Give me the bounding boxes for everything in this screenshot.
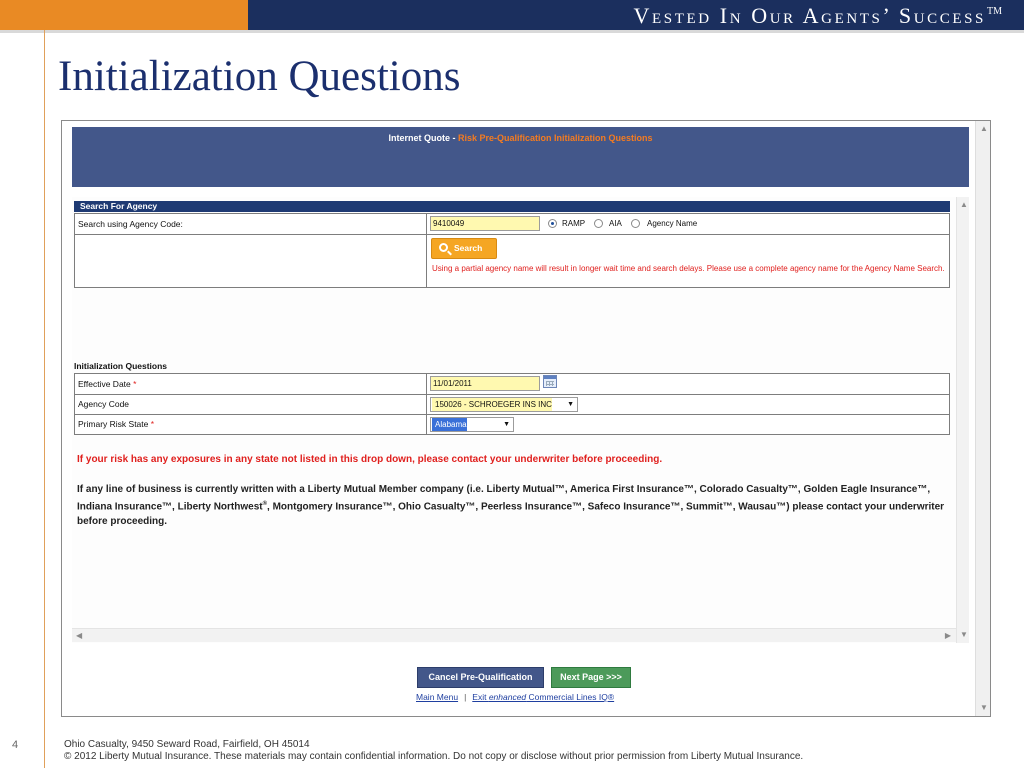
member-company-notice: If any line of business is currently written with a Liberty Mutual Member company (i.e. Liberty Mutual™, America First Insurance™, Colorado Casualty™, Golden Eagle Insurance™, Indiana Insurance™, Liberty Northwest®, Montgomery Insurance™, Ohio Casualty™, Peerless Insurance™, Safeco Insurance™, Summit™, Wausau™) please contact your underwriter before proceeding.	[77, 484, 945, 528]
slide-title: Initialization Questions	[58, 53, 461, 100]
scroll-up-arrow-icon[interactable]: ▲	[980, 124, 988, 133]
effective-date-row: Effective Date * 11/01/2011	[75, 374, 949, 395]
footer-copyright: © 2012 Liberty Mutual Insurance. These materials may contain confidential information. Do not copy or disclose without prior permission from Liberty Mutual Insurance.	[64, 751, 804, 762]
search-icon	[439, 243, 448, 252]
search-button[interactable]: Search	[431, 238, 497, 259]
effective-date-label: Effective Date	[78, 379, 131, 389]
radio-ramp[interactable]	[548, 219, 557, 228]
radio-agency-name[interactable]	[631, 219, 640, 228]
chevron-down-icon: ▼	[503, 421, 510, 428]
cancel-pre-qualification-button[interactable]: Cancel Pre-Qualification	[417, 667, 544, 688]
scroll-left-arrow-icon[interactable]: ◀	[76, 631, 83, 640]
primary-risk-state-label: Primary Risk State	[78, 419, 149, 429]
exit-commercial-lines-link[interactable]: Exit enhanced Commercial Lines IQ®	[472, 692, 615, 702]
scroll-up-arrow-icon[interactable]: ▲	[960, 200, 968, 209]
next-page-button[interactable]: Next Page >>>	[551, 667, 631, 688]
radio-aia[interactable]	[594, 219, 603, 228]
search-action-row	[75, 235, 949, 287]
agency-code-search-input[interactable]: 9410049	[430, 216, 540, 231]
search-warning-text: Using a partial agency name will result in longer wait time and search delays. Please use a complete agency name for the Agency Name Search.	[432, 264, 945, 273]
header-navy-bar	[248, 0, 1024, 30]
radio-aia-label: AIA	[609, 219, 622, 228]
content-vertical-scrollbar[interactable]	[956, 197, 969, 643]
radio-agency-name-label: Agency Name	[647, 219, 698, 228]
content-horizontal-scrollbar[interactable]	[72, 628, 956, 642]
search-code-label: Search using Agency Code:	[75, 214, 427, 234]
initialization-questions-heading: Initialization Questions	[74, 361, 168, 371]
radio-ramp-label: RAMP	[562, 219, 586, 228]
chevron-down-icon: ▼	[567, 401, 574, 408]
header-orange-bar	[0, 0, 248, 30]
app-banner: Internet Quote - Risk Pre-Qualification Initialization Questions	[72, 127, 969, 187]
page-number: 4	[12, 739, 19, 751]
app-window	[61, 120, 991, 717]
calendar-icon[interactable]	[543, 375, 557, 388]
agency-search-table	[74, 213, 950, 288]
tagline: Vested In Our Agents’ Success™	[633, 3, 1002, 28]
primary-risk-state-row: Primary Risk State * Alabama ▼	[75, 415, 949, 434]
content-pane	[72, 197, 969, 643]
header-divider	[0, 30, 1024, 33]
footer-address: Ohio Casualty, 9450 Seward Road, Fairfield, OH 45014	[64, 739, 310, 750]
effective-date-input[interactable]: 11/01/2011	[430, 376, 540, 391]
search-code-row	[75, 214, 949, 235]
footer-links: Main Menu | Exit enhanced Commercial Lines IQ®	[416, 692, 615, 702]
agency-code-label: Agency Code	[75, 395, 427, 414]
scroll-right-arrow-icon[interactable]: ▶	[944, 631, 951, 640]
scroll-down-arrow-icon[interactable]: ▼	[960, 630, 968, 639]
left-margin-rule	[44, 30, 45, 768]
agency-code-select[interactable]: 150026 - SCHROEGER INS INC ▼	[430, 397, 578, 412]
initialization-table	[74, 373, 950, 435]
agency-code-row	[75, 395, 949, 415]
scroll-down-arrow-icon[interactable]: ▼	[980, 703, 988, 712]
main-menu-link[interactable]: Main Menu	[416, 692, 459, 702]
window-vertical-scrollbar[interactable]	[975, 121, 990, 716]
state-exposure-warning: If your risk has any exposures in any state not listed in this drop down, please contact your underwriter before proceeding.	[77, 454, 663, 465]
primary-risk-state-select[interactable]: Alabama ▼	[430, 417, 514, 432]
search-section-heading: Search For Agency	[74, 201, 950, 212]
